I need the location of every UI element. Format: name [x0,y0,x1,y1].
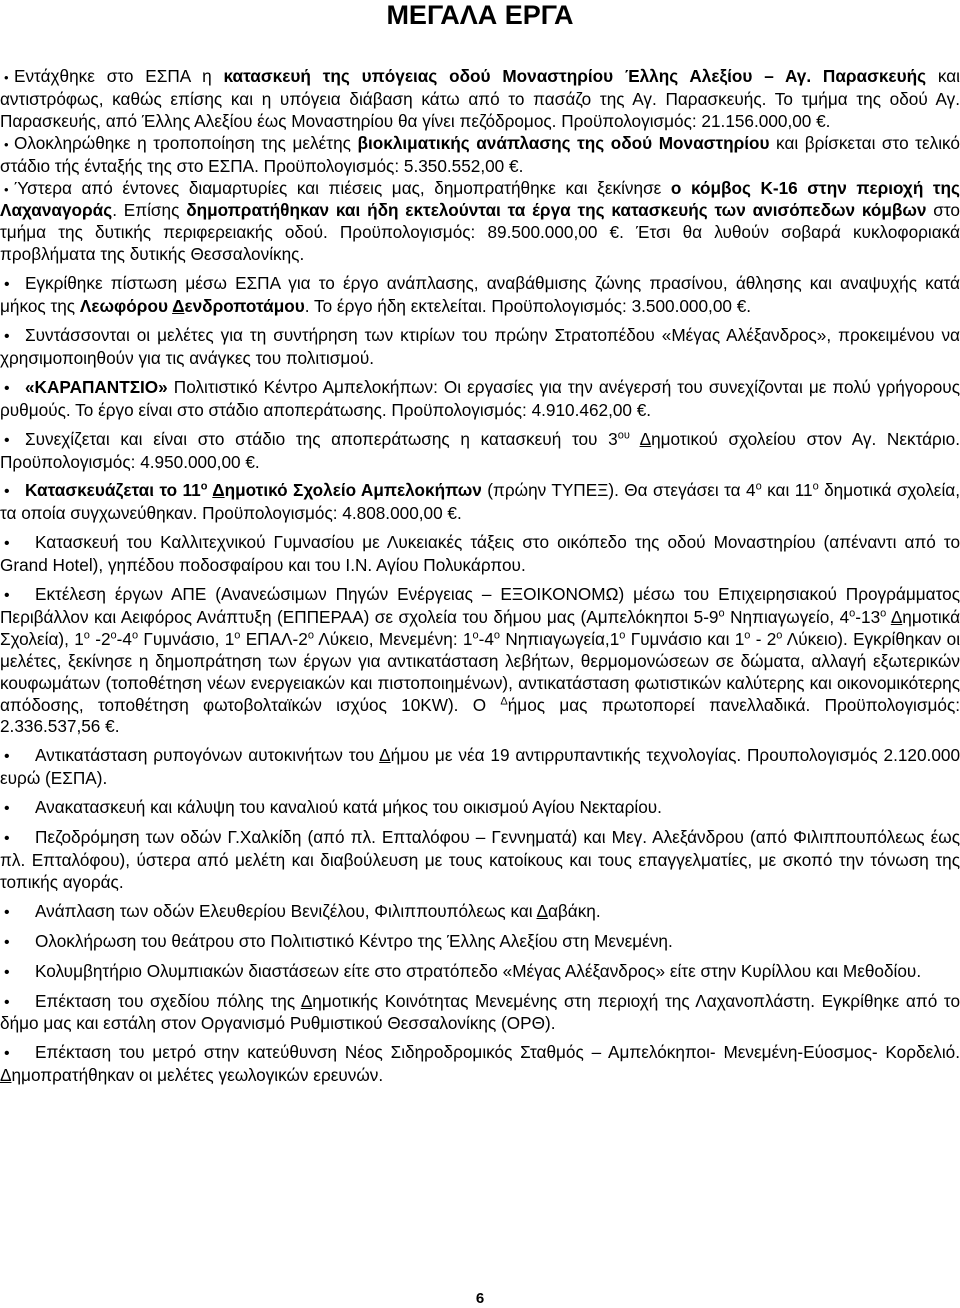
item-text: ημοτικού σχολείου στον Αγ. Νεκτάριο. Προϋπολογισμός: 4.950.000,00 €. [0,428,960,472]
superscript: ο [776,629,783,642]
item-text: ήμος μας πρωτοπορεί πανελλαδικά. Προϋπολογισμός: 2.336.537,56 €. [0,694,960,737]
superscript: ο [718,607,725,620]
bullet-icon: • [4,276,10,294]
item-text: - 2 [750,628,777,649]
item-text: -4 [116,628,132,649]
list-item [0,66,960,133]
list-item [0,584,960,738]
item-text: ημοτικής Κοινότητας Μενεμένης στη περιοχή της Λαχανοπλάστη. Εγκρίθηκε από το δήμο μας και εστάλη στον Οργανισμό Ρυθμιστικού Θεσσαλονίκης (ΟΡΘ). [0,990,960,1034]
item-text: Κατασκευή του Καλλιτεχνικού Γυμνασίου με Λυκειακές τάξεις στο οικόπεδο της οδού Μοναστηρίου (απέναντι από το Grand Hotel), γηπέδου ποδοσφαίρου και του Ι.Ν. Αγίου Πολυκάρπου. [0,532,960,576]
item-text [630,429,640,449]
item-text: και αντιστρόφως, καθώς επίσης και η υπόγεια διάβαση κάτω από το πασάζο της Αγ. Παρασκευής. Το τμήμα της οδού Αγ. Παρασκευής, από Έλλης Αλεξίου έως Μοναστηρίου θα γίνει πεζόδρομος. Προϋπολογισμός: 21.156.000,00 €. [0,66,960,131]
item-highlight: δημοπρατήθηκαν και ήδη εκτελούνται τα έργα της κατασκευής των ανισόπεδων κόμβων [186,200,927,221]
item-text: Ύστερα από έντονες διαμαρτυρίες και πιέσεις μας, δημοπρατήθηκε και ξεκίνησε [14,177,671,198]
item-text: Ανακατασκευή και κάλυψη του καναλιού κατά μήκος του οικισμού Αγίου Νεκταρίου. [35,797,662,818]
item-highlight: βιοκλιματικής ανάπλασης της οδού Μοναστηρίου [357,132,770,153]
item-text: Πεζοδρόμηση των οδών Γ.Χαλκίδη (από πλ. Επταλόφου – Γεννηματά) και Μεγ. Αλεξάνδρου (από Φιλιππουπόλεως έως πλ. Επταλόφου), ύστερα από μελέτη και διαβούλευση με τους κατοίκους και τους επαγγελματίες, με σκοπό την τόνωση της τοπικής αγοράς. [0,827,960,892]
list-item [0,1042,960,1087]
superscript: ο [755,480,762,493]
item-highlight: Κατασκευάζεται το 11 [25,480,201,501]
item-text: Ανάπλαση των οδών Ελευθερίου Βενιζέλου, Φιλιππουπόλεως και [35,900,537,921]
bullet-icon: • [4,830,10,848]
item-text: δημοτικά σχολεία, τα οποία συγχωνεύθηκαν. Προϋπολογισμός: 4.808.000,00 €. [0,480,960,524]
item-text: Δ [890,606,903,627]
superscript: ο [880,607,887,620]
list-item [0,991,960,1036]
item-text: Αντικατάσταση ρυπογόνων αυτοκινήτων του [35,745,380,766]
list-item [0,273,960,318]
item-text: Δ [300,990,313,1011]
bullet-icon: • [4,327,10,345]
item-text: Επέκταση του σχεδίου πόλης της [35,990,301,1011]
superscript: ο [110,629,117,642]
bullet-icon: • [4,993,10,1011]
item-text: ήμου με νέα 19 αντιρρυπαντικής τεχνολογίας. Προυπολογισμός 2.120.000 ευρώ (ΕΣΠΑ). [0,745,960,789]
list-item [0,133,960,178]
superscript: ο [619,629,626,642]
superscript: ο [812,480,819,493]
item-highlight: ο κόμβος Κ-16 στην περιοχή της Λαχαναγοράς [0,177,960,221]
item-text: Ολοκλήρωση του θεάτρου στο Πολιτιστικό Κέντρο της Έλλης Αλεξίου στη Μενεμένη. [35,930,673,951]
bullet-icon: • [4,535,10,553]
item-text: και 11 [761,480,813,501]
item-highlight: Δ [212,480,225,501]
item-text: Εγκρίθηκε πίστωση μέσω ΕΣΠΑ για το έργο ανάπλασης, αναβάθμισης ζώνης πρασίνου, άθλησης και αναψυχής κατά μήκος της [0,273,960,317]
list-item [0,325,960,370]
item-text: -13 [855,606,881,627]
bullet-icon: • [4,1045,10,1063]
item-text: Επέκταση του μετρό στην κατεύθυνση Νέος Σιδηροδρομικός Σταθμός – Αμπελόκηποι- Μενεμένη-Εύοσμος- Κορδελιό. [35,1042,960,1063]
bullet-icon: • [4,379,10,397]
item-text: και βρίσκεται στο τελικό στάδιο τής ένταξής της στο ΕΣΠΑ. Προϋπολογισμός: 5.350.552,00 €. [0,132,960,176]
superscript: ο [234,629,241,642]
superscript: ο [849,607,856,620]
list-item [0,745,960,790]
item-text: Δ [639,428,652,449]
item-text: ημοτικά Σχολεία), 1 [0,606,960,649]
item-text: Γυμνάσιο και 1 [625,628,745,649]
item-text: Πολιτιστικό Κέντρο Αμπελοκήπων: Οι εργασίες για την ανέγερσή του συνεχίζονται με πολύ γρήγορους ρυθμούς. Το έργο είναι στο στάδιο αποπεράτωσης. Προϋπολογισμός: 4.910.462,00 €. [0,376,960,420]
item-highlight: ενδροποτάμου [184,296,305,317]
list-item [0,827,960,894]
bullet-icon: • [4,587,10,605]
list-item [0,480,960,525]
item-text: Εντάχθηκε στο ΕΣΠΑ η [14,66,224,86]
superscript: ο [131,629,139,642]
item-text: . Το έργο ήδη εκτελείται. Προϋπολογισμός: 3.500.000,00 €. [304,296,752,317]
superscript: ου [617,428,630,441]
item-text: Λύκειο, Μενεμένη: 1 [313,628,473,649]
superscript: ο [493,629,501,642]
bullet-icon: • [4,748,10,766]
list-item [0,961,960,984]
item-text: . Επίσης [112,200,187,221]
item-highlight: ημοτικό Σχολείο Αμπελοκήπων [224,480,482,501]
superscript: ο [200,480,208,493]
page-number: 6 [475,1290,485,1307]
item-text: ημοπρατήθηκαν οι μελέτες γεωλογικών ερευνών. [11,1065,384,1086]
item-text: Δ [379,745,391,766]
item-text: στο τμήμα της δυτικής περιφερειακής οδού. Προϋπολογισμός: 89.500.000,00 €. Έτσι θα λυθούν σοβαρά κυκλοφοριακά προβλήματα της δυτικής Θεσσαλονίκης. [0,200,960,265]
item-highlight: Δ [172,296,185,317]
superscript: ο [472,629,479,642]
page-title: ΜΕΓΑΛΑ ΕΡΓΑ [386,0,574,30]
bullet-icon: • [4,963,10,981]
bullet-icon: • [4,933,10,951]
list-item [0,931,960,954]
item-text: ΕΠΑΛ-2 [240,628,308,649]
item-text: Λύκειο). Εγκρίθηκαν οι μελέτες, ξεκίνησε η δημοπράτηση των έργων για αντικατάσταση λεβήτων, θερμομονώσεων σε δώματα, αλλαγή εξωτερικών κουφωμάτων (τοποθέτηση νέων ενεργειακών και πιστοποιημένων), αντικατάσταση φωτιστικών καλύτερης και οικονομικότερης απόδοσης, τοποθέτηση φωτοβολταϊκών ισχύος 10KW). Ο [0,628,960,715]
works-list [0,66,960,1087]
item-text: Δ [0,1065,12,1086]
list-item [0,901,960,924]
item-text: Συντάσσονται οι μελέτες για τη συντήρηση των κτιρίων του πρώην Στρατοπέδου «Μέγας Αλέξανδρος», προκειμένου να χρησιμοποιηθούν για τις ανάγκες του πολιτισμού. [0,324,960,368]
list-item [0,532,960,577]
bullet-icon: • [4,483,10,501]
item-highlight: κατασκευή της υπόγειας οδού Μοναστηρίου Έλλης Αλεξίου – Αγ. Παρασκευής [223,66,927,86]
bullet-icon: • [4,136,9,152]
bullet-icon: • [4,181,9,197]
item-text: Εκτέλεση έργων ΑΠΕ (Ανανεώσιμων Πηγών Ενέργειας – ΕΞΟΙΚΟΝΟΜΩ) μέσω του Επιχειρησιακού Προγράμματος Περιβάλλον και Αειφόρος Ανάπτυξη (ΕΠΠΕΡΑΑ) σε σχολεία του δήμου μας (Αμπελόκηποι 5-9 [0,584,960,627]
item-text: Ολοκληρώθηκε η τροποποίηση της μελέτης [14,132,358,153]
superscript: Δ [500,694,508,707]
item-text: Δ [536,900,548,921]
item-text: Συνεχίζεται και είναι στο στάδιο της αποπεράτωσης η κατασκευή του 3 [25,428,618,449]
superscript: ο [83,629,90,642]
bullet-icon: • [4,431,10,449]
item-highlight: Λεωφόρου [79,296,173,317]
item-text: (πρώην ΤΥΠΕΞ). Θα στεγάσει τα 4 [481,480,756,501]
list-item [0,797,960,820]
bullet-icon: • [4,70,9,85]
item-text: -4 [478,628,494,649]
item-text: Νηπιαγωγεία,1 [500,628,620,649]
bullet-icon: • [4,903,10,921]
item-text: Νηπιαγωγείο, 4 [724,606,850,627]
item-text: αβάκη. [547,900,601,921]
item-highlight: «ΚΑΡΑΠΑΝΤΣΙΟ» [25,376,168,397]
bullet-icon: • [4,800,10,818]
list-item [0,429,960,474]
list-item [0,377,960,422]
list-item [0,178,960,267]
superscript: ο [307,629,314,642]
item-text: Γυμνάσιο, 1 [138,628,235,649]
superscript: ο [744,629,751,642]
item-text: Κολυμβητήριο Ολυμπιακών διαστάσεων είτε στο στρατόπεδο «Μέγας Αλέξανδρος» είτε στην Κυρίλλου και Μεθοδίου. [35,960,922,981]
item-text: -2 [89,628,111,649]
